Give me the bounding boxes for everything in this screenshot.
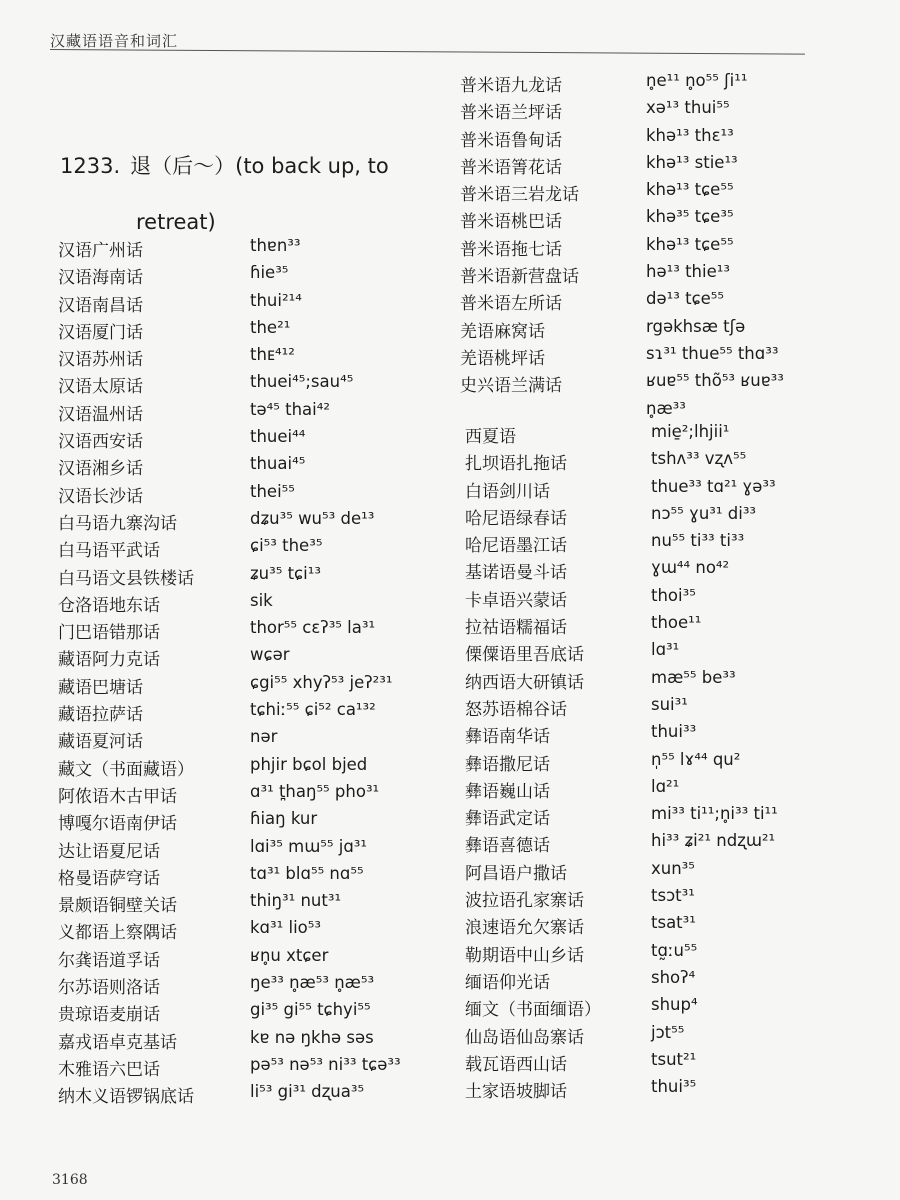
dialect-name: 汉语湘乡话 bbox=[58, 459, 143, 480]
dialect-name: 勒期语中山乡话 bbox=[465, 945, 584, 966]
phonetic-form: khə¹³ tɕe⁵⁵ bbox=[646, 234, 734, 254]
phonetic-form: xə¹³ thui⁵⁵ bbox=[646, 98, 730, 118]
phonetic-form: phjir bɕol bjed bbox=[250, 754, 368, 774]
dialect-name: 普米语拖七话 bbox=[460, 239, 562, 260]
phonetic-form: ŋe³³ n̥æ⁵³ n̥æ⁵³ bbox=[250, 973, 375, 993]
phonetic-form: thuei⁴⁵;sau⁴⁵ bbox=[250, 372, 354, 392]
dialect-name: 哈尼语绿春话 bbox=[465, 508, 567, 529]
phonetic-form: tshʌ³³ vʐʌ⁵⁵ bbox=[651, 449, 747, 469]
phonetic-form: thue³³ tɑ²¹ ɣə³³ bbox=[651, 476, 776, 496]
phonetic-form: thor⁵⁵ cɛʔ³⁵ la³¹ bbox=[250, 618, 376, 638]
phonetic-form: li⁵³ gi³¹ dʐua³⁵ bbox=[250, 1082, 365, 1102]
phonetic-form: nər bbox=[250, 727, 278, 747]
phonetic-form: ʑu³⁵ tɕi¹³ bbox=[250, 563, 321, 583]
phonetic-form: the²¹ bbox=[250, 317, 291, 337]
phonetic-form: thoe¹¹ bbox=[651, 613, 702, 633]
dialect-name: 哈尼语墨江话 bbox=[465, 536, 567, 557]
dialect-name: 傈僳语里吾底话 bbox=[465, 645, 584, 666]
phonetic-form: mæ⁵⁵ be³³ bbox=[651, 667, 736, 687]
dialect-name: 西夏语 bbox=[465, 427, 516, 447]
phonetic-form: də¹³ tɕe⁵⁵ bbox=[646, 289, 725, 309]
dialect-name: 卡卓语兴蒙话 bbox=[465, 590, 567, 611]
phonetic-form: dʑu³⁵ wu⁵³ de¹³ bbox=[250, 508, 375, 528]
dialect-name: 缅语仰光话 bbox=[465, 972, 550, 993]
dialect-name: 汉语西安话 bbox=[58, 432, 143, 453]
phonetic-form: ɣɯ⁴⁴ no⁴² bbox=[651, 558, 730, 578]
phonetic-form: sui³¹ bbox=[651, 694, 688, 714]
dialect-name: 普米语鲁甸话 bbox=[460, 130, 562, 151]
phonetic-form: hə¹³ thie¹³ bbox=[646, 262, 730, 282]
phonetic-form: shup⁴ bbox=[651, 995, 698, 1015]
phonetic-form: tɑ̰ːu⁵⁵ bbox=[651, 940, 698, 960]
dialect-name: 彝语巍山话 bbox=[465, 781, 550, 802]
phonetic-form: tə⁴⁵ thai⁴² bbox=[250, 399, 330, 419]
phonetic-form: sik bbox=[250, 590, 273, 610]
dialect-name: 汉语苏州话 bbox=[58, 350, 143, 371]
phonetic-form: ɕi⁵³ the³⁵ bbox=[250, 536, 323, 556]
dialect-name: 嘉戎语卓克基话 bbox=[58, 1032, 177, 1053]
phonetic-form: tsɔt³¹ bbox=[651, 886, 695, 906]
dialect-name: 藏语阿力克话 bbox=[58, 650, 160, 671]
phonetic-form: kɑ³¹ lio⁵³ bbox=[250, 918, 321, 938]
dialect-name: 基诺语曼斗话 bbox=[465, 563, 567, 584]
dialect-name: 景颇语铜壁关话 bbox=[58, 896, 177, 917]
phonetic-form: thɐn³³ bbox=[250, 236, 301, 255]
dialect-name: 普米语桃巴话 bbox=[460, 212, 562, 233]
phonetic-form: ʁuɐ⁵⁵ thõ⁵³ ʁuɐ³³ bbox=[646, 371, 784, 391]
phonetic-form: mie̱²;lhjii¹ bbox=[651, 422, 730, 441]
phonetic-form: n̩⁵⁵ lɤ⁴⁴ qu² bbox=[651, 749, 741, 769]
dialect-name: 普米语新营盘话 bbox=[460, 267, 579, 288]
phonetic-form: gi³⁵ gi⁵⁵ tɕhyi⁵⁵ bbox=[250, 1000, 371, 1020]
phonetic-form: tɕhiː⁵⁵ ɕi⁵² ca¹³² bbox=[250, 700, 376, 720]
phonetic-form: nu⁵⁵ ti³³ ti³³ bbox=[651, 531, 745, 551]
phonetic-form: shoʔ⁴ bbox=[651, 967, 696, 987]
dialect-name: 白语剑川话 bbox=[465, 481, 550, 502]
dialect-name: 白马语平武话 bbox=[58, 541, 160, 562]
phonetic-form: ɑ³¹ t̪haŋ⁵⁵ pho³¹ bbox=[250, 781, 380, 801]
phonetic-form: thuai⁴⁵ bbox=[250, 454, 306, 474]
phonetic-form: mi³³ ti¹¹;n̥i³³ ti¹¹ bbox=[651, 804, 778, 824]
phonetic-form: tsut²¹ bbox=[651, 1049, 697, 1069]
entry-headword: 退（后～）(to back up, to bbox=[130, 154, 389, 178]
dialect-name: 格曼语萨穹话 bbox=[58, 868, 160, 889]
dialect-name: 史兴语兰满话 bbox=[460, 376, 562, 397]
dialect-name: 贵琼语麦崩话 bbox=[58, 1005, 160, 1026]
dialect-name: 博嘎尔语南伊话 bbox=[58, 814, 177, 835]
phonetic-form: wɕər bbox=[250, 645, 290, 665]
phonetic-form: thiŋ³¹ nut³¹ bbox=[250, 891, 342, 911]
phonetic-form: kɐ nə ŋkhə səs bbox=[250, 1027, 374, 1047]
dialect-name: 藏语夏河话 bbox=[58, 732, 143, 753]
dialect-name: 普米语左所话 bbox=[460, 294, 562, 315]
dialect-name: 载瓦语西山话 bbox=[465, 1054, 567, 1075]
phonetic-form: khə³⁵ tɕe³⁵ bbox=[646, 207, 734, 227]
dialect-name: 尔龚语道孚话 bbox=[58, 950, 160, 971]
phonetic-form: ɦie³⁵ bbox=[250, 263, 289, 283]
phonetic-form: lɑ³¹ bbox=[651, 640, 680, 660]
phonetic-form: thui³⁵ bbox=[651, 1077, 697, 1097]
dialect-name: 怒苏语棉谷话 bbox=[465, 699, 567, 720]
phonetic-form: sɿ³¹ thue⁵⁵ thɑ³³ bbox=[646, 343, 779, 363]
dialect-name: 汉语厦门话 bbox=[58, 322, 143, 343]
dialect-name: 普米语兰坪话 bbox=[460, 103, 562, 124]
dialect-name: 缅文（书面缅语） bbox=[465, 1000, 601, 1021]
phonetic-form: khə¹³ tɕe⁵⁵ bbox=[646, 180, 734, 200]
dialect-name: 羌语麻窝话 bbox=[460, 321, 545, 342]
phonetic-form: ʁn̥u xtɕer bbox=[250, 945, 329, 965]
dialect-name: 阿昌语户撒话 bbox=[465, 863, 567, 884]
phonetic-form: jɔt⁵⁵ bbox=[651, 1022, 685, 1042]
entry-heading bbox=[60, 138, 440, 250]
dialect-name: 浪速语允欠寨话 bbox=[465, 918, 584, 939]
phonetic-form: lɑ²¹ bbox=[651, 776, 680, 796]
page-number: 3168 bbox=[52, 1172, 88, 1188]
phonetic-form-continuation: n̥æ³³ bbox=[646, 398, 686, 418]
dialect-name: 仓洛语地东话 bbox=[58, 595, 160, 616]
phonetic-form: pə⁵³ nə⁵³ ni³³ tɕə³³ bbox=[250, 1054, 401, 1074]
dialect-name: 纳西语大研镇话 bbox=[465, 672, 584, 693]
running-title: 汉藏语语音和词汇 bbox=[50, 32, 179, 50]
dialect-name: 藏文（书面藏语） bbox=[58, 759, 194, 780]
phonetic-form: tɑ³¹ blɑ⁵⁵ nɑ⁵⁵ bbox=[250, 863, 364, 883]
dialect-name: 扎坝语扎拖话 bbox=[465, 454, 567, 475]
dialect-name: 彝语南华话 bbox=[465, 727, 550, 748]
dialect-name: 纳木义语锣锅底话 bbox=[58, 1087, 194, 1108]
phonetic-form: ɦiaŋ kur bbox=[250, 809, 318, 829]
dialect-name: 木雅语六巴话 bbox=[58, 1059, 160, 1080]
dialect-name: 汉语海南话 bbox=[58, 268, 143, 289]
dialect-name: 波拉语孔家寨话 bbox=[465, 891, 584, 912]
phonetic-form: thoi³⁵ bbox=[651, 585, 696, 605]
dialect-name: 尔苏语则洛话 bbox=[58, 978, 160, 999]
dialect-name: 彝语武定话 bbox=[465, 809, 550, 830]
dialect-name: 白马语文县铁楼话 bbox=[58, 568, 194, 589]
phonetic-form: khə¹³ thɛ¹³ bbox=[646, 125, 734, 145]
phonetic-form: tsat³¹ bbox=[651, 913, 696, 933]
dialect-name: 汉语南昌话 bbox=[58, 295, 143, 316]
dialect-name: 土家语坡脚话 bbox=[465, 1082, 567, 1103]
entry-number: 1233. bbox=[60, 154, 121, 178]
dialect-name: 普米语九龙话 bbox=[460, 76, 562, 96]
dialect-name: 彝语喜德话 bbox=[465, 836, 550, 857]
dialect-name: 普米语三岩龙话 bbox=[460, 185, 579, 206]
dialect-name: 汉语温州话 bbox=[58, 404, 143, 425]
dialect-name: 拉祜语糯福话 bbox=[465, 618, 567, 639]
phonetic-form: thui²¹⁴ bbox=[250, 290, 302, 310]
phonetic-form: thᴇ⁴¹² bbox=[250, 345, 295, 365]
dialect-name: 汉语太原话 bbox=[58, 377, 143, 398]
phonetic-form: khə¹³ stie¹³ bbox=[646, 152, 738, 172]
entry-gloss-continuation: retreat) bbox=[136, 210, 216, 234]
dialect-name: 汉语广州话 bbox=[58, 241, 143, 261]
header-rule bbox=[50, 49, 805, 55]
dialect-name: 门巴语错那话 bbox=[58, 623, 160, 644]
dialect-name: 普米语箐花话 bbox=[460, 157, 562, 178]
phonetic-form: xun³⁵ bbox=[651, 858, 695, 878]
dialect-name: 达让语夏尼话 bbox=[58, 841, 160, 862]
dialect-name: 藏语巴塘话 bbox=[58, 677, 143, 698]
dialect-name: 藏语拉萨话 bbox=[58, 705, 143, 726]
dialect-name: 汉语长沙话 bbox=[58, 486, 143, 507]
phonetic-form: hi³³ ʑi²¹ ndʐɯ²¹ bbox=[651, 831, 776, 851]
phonetic-form: thui³³ bbox=[651, 722, 697, 742]
dialect-name: 义都语上察隅话 bbox=[58, 923, 177, 944]
phonetic-form: ɕgi⁵⁵ xhyʔ⁵³ jeʔ²³¹ bbox=[250, 672, 393, 692]
dialect-name: 阿侬语木古甲话 bbox=[58, 786, 177, 807]
phonetic-form: lɑi³⁵ mɯ⁵⁵ jɑ³¹ bbox=[250, 836, 368, 856]
entry-heading-line-1 bbox=[60, 138, 440, 194]
phonetic-form: thei⁵⁵ bbox=[250, 481, 295, 501]
phonetic-form: n̥e¹¹ n̥o⁵⁵ ʃi¹¹ bbox=[646, 71, 748, 90]
dialect-name: 羌语桃坪话 bbox=[460, 348, 545, 369]
phonetic-form: thuei⁴⁴ bbox=[250, 427, 306, 447]
dialect-name: 彝语撒尼话 bbox=[465, 754, 550, 775]
dialect-name: 仙岛语仙岛寨话 bbox=[465, 1027, 584, 1048]
dialect-name: 白马语九寨沟话 bbox=[58, 513, 177, 534]
phonetic-form: nɔ⁵⁵ ɣu³¹ di³³ bbox=[651, 503, 757, 523]
phonetic-form: rgəkhsæ tʃə bbox=[646, 316, 746, 336]
